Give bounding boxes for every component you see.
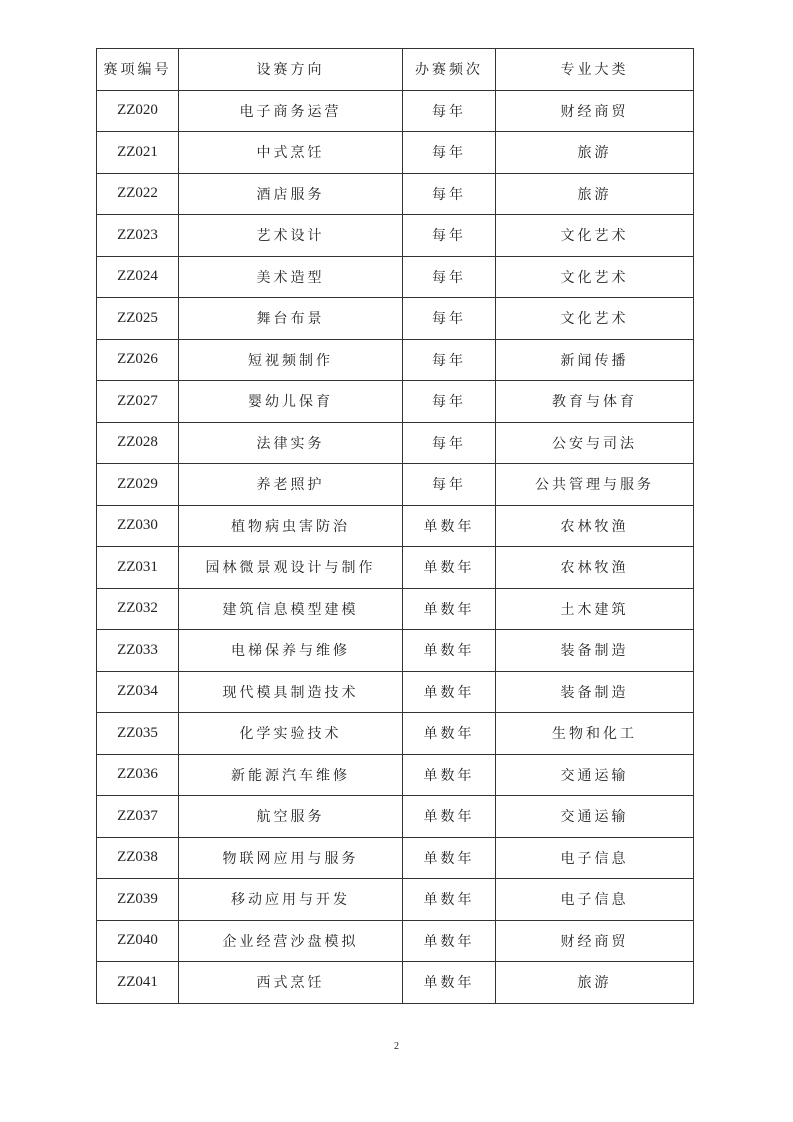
cell-direction: 物联网应用与服务 bbox=[179, 837, 403, 879]
cell-frequency: 单数年 bbox=[403, 879, 496, 921]
cell-category: 旅游 bbox=[496, 132, 694, 174]
cell-code: ZZ038 bbox=[97, 837, 179, 879]
cell-direction: 新能源汽车维修 bbox=[179, 754, 403, 796]
cell-direction: 短视频制作 bbox=[179, 339, 403, 381]
cell-code: ZZ031 bbox=[97, 547, 179, 589]
table-row bbox=[97, 298, 694, 340]
cell-frequency: 单数年 bbox=[403, 920, 496, 962]
cell-frequency: 每年 bbox=[403, 173, 496, 215]
cell-category: 生物和化工 bbox=[496, 713, 694, 755]
cell-frequency: 每年 bbox=[403, 256, 496, 298]
cell-code: ZZ034 bbox=[97, 671, 179, 713]
table-row bbox=[97, 754, 694, 796]
cell-category: 农林牧渔 bbox=[496, 505, 694, 547]
table-row bbox=[97, 547, 694, 589]
table-row bbox=[97, 339, 694, 381]
cell-direction: 艺术设计 bbox=[179, 215, 403, 257]
cell-direction: 婴幼儿保育 bbox=[179, 381, 403, 423]
cell-direction: 法律实务 bbox=[179, 422, 403, 464]
cell-direction: 移动应用与开发 bbox=[179, 879, 403, 921]
cell-code: ZZ023 bbox=[97, 215, 179, 257]
cell-code: ZZ036 bbox=[97, 754, 179, 796]
cell-direction: 西式烹饪 bbox=[179, 962, 403, 1004]
cell-category: 电子信息 bbox=[496, 879, 694, 921]
cell-category: 公共管理与服务 bbox=[496, 464, 694, 506]
cell-direction: 航空服务 bbox=[179, 796, 403, 838]
cell-frequency: 每年 bbox=[403, 381, 496, 423]
cell-category: 旅游 bbox=[496, 173, 694, 215]
cell-category: 文化艺术 bbox=[496, 298, 694, 340]
cell-frequency: 单数年 bbox=[403, 588, 496, 630]
cell-category: 农林牧渔 bbox=[496, 547, 694, 589]
cell-frequency: 每年 bbox=[403, 298, 496, 340]
table-row bbox=[97, 173, 694, 215]
cell-code: ZZ020 bbox=[97, 90, 179, 132]
table-row bbox=[97, 630, 694, 672]
cell-code: ZZ022 bbox=[97, 173, 179, 215]
cell-code: ZZ037 bbox=[97, 796, 179, 838]
cell-code: ZZ027 bbox=[97, 381, 179, 423]
cell-direction: 企业经营沙盘模拟 bbox=[179, 920, 403, 962]
table-body bbox=[97, 90, 694, 1003]
cell-frequency: 每年 bbox=[403, 422, 496, 464]
table-row bbox=[97, 879, 694, 921]
cell-category: 装备制造 bbox=[496, 671, 694, 713]
cell-code: ZZ025 bbox=[97, 298, 179, 340]
cell-direction: 植物病虫害防治 bbox=[179, 505, 403, 547]
cell-frequency: 单数年 bbox=[403, 630, 496, 672]
cell-category: 公安与司法 bbox=[496, 422, 694, 464]
cell-code: ZZ028 bbox=[97, 422, 179, 464]
cell-category: 文化艺术 bbox=[496, 215, 694, 257]
table-row bbox=[97, 588, 694, 630]
table-row bbox=[97, 671, 694, 713]
table-row bbox=[97, 713, 694, 755]
cell-frequency: 单数年 bbox=[403, 505, 496, 547]
cell-code: ZZ033 bbox=[97, 630, 179, 672]
table-row bbox=[97, 837, 694, 879]
cell-code: ZZ026 bbox=[97, 339, 179, 381]
cell-category: 土木建筑 bbox=[496, 588, 694, 630]
cell-direction: 园林微景观设计与制作 bbox=[179, 547, 403, 589]
cell-frequency: 每年 bbox=[403, 90, 496, 132]
cell-code: ZZ040 bbox=[97, 920, 179, 962]
page-number: 2 bbox=[394, 1041, 399, 1052]
cell-direction: 现代模具制造技术 bbox=[179, 671, 403, 713]
cell-code: ZZ032 bbox=[97, 588, 179, 630]
cell-direction: 美术造型 bbox=[179, 256, 403, 298]
cell-category: 装备制造 bbox=[496, 630, 694, 672]
cell-code: ZZ041 bbox=[97, 962, 179, 1004]
cell-code: ZZ039 bbox=[97, 879, 179, 921]
cell-direction: 舞台布景 bbox=[179, 298, 403, 340]
cell-code: ZZ029 bbox=[97, 464, 179, 506]
cell-direction: 酒店服务 bbox=[179, 173, 403, 215]
table-row bbox=[97, 215, 694, 257]
cell-code: ZZ035 bbox=[97, 713, 179, 755]
cell-frequency: 每年 bbox=[403, 464, 496, 506]
table-row bbox=[97, 381, 694, 423]
cell-category: 交通运输 bbox=[496, 754, 694, 796]
cell-category: 交通运输 bbox=[496, 796, 694, 838]
cell-frequency: 单数年 bbox=[403, 962, 496, 1004]
cell-direction: 养老照护 bbox=[179, 464, 403, 506]
cell-code: ZZ030 bbox=[97, 505, 179, 547]
cell-frequency: 单数年 bbox=[403, 754, 496, 796]
cell-code: ZZ024 bbox=[97, 256, 179, 298]
competition-table bbox=[96, 48, 694, 1004]
cell-direction: 电子商务运营 bbox=[179, 90, 403, 132]
table-row bbox=[97, 422, 694, 464]
cell-category: 财经商贸 bbox=[496, 90, 694, 132]
cell-frequency: 每年 bbox=[403, 215, 496, 257]
cell-frequency: 单数年 bbox=[403, 547, 496, 589]
cell-code: ZZ021 bbox=[97, 132, 179, 174]
cell-frequency: 单数年 bbox=[403, 837, 496, 879]
cell-category: 新闻传播 bbox=[496, 339, 694, 381]
cell-category: 文化艺术 bbox=[496, 256, 694, 298]
table-row bbox=[97, 90, 694, 132]
cell-category: 教育与体育 bbox=[496, 381, 694, 423]
cell-direction: 化学实验技术 bbox=[179, 713, 403, 755]
header-frequency: 办赛频次 bbox=[403, 49, 496, 91]
header-category: 专业大类 bbox=[496, 49, 694, 91]
cell-frequency: 单数年 bbox=[403, 796, 496, 838]
cell-direction: 电梯保养与维修 bbox=[179, 630, 403, 672]
table-row bbox=[97, 132, 694, 174]
cell-direction: 中式烹饪 bbox=[179, 132, 403, 174]
cell-category: 电子信息 bbox=[496, 837, 694, 879]
table-row bbox=[97, 962, 694, 1004]
table-row bbox=[97, 256, 694, 298]
table-header-row bbox=[97, 49, 694, 91]
cell-direction: 建筑信息模型建模 bbox=[179, 588, 403, 630]
cell-frequency: 每年 bbox=[403, 132, 496, 174]
cell-category: 财经商贸 bbox=[496, 920, 694, 962]
cell-category: 旅游 bbox=[496, 962, 694, 1004]
table-row bbox=[97, 464, 694, 506]
cell-frequency: 单数年 bbox=[403, 713, 496, 755]
table-row bbox=[97, 796, 694, 838]
table-row bbox=[97, 505, 694, 547]
cell-frequency: 每年 bbox=[403, 339, 496, 381]
cell-frequency: 单数年 bbox=[403, 671, 496, 713]
header-code: 赛项编号 bbox=[97, 49, 179, 91]
table-row bbox=[97, 920, 694, 962]
header-direction: 设赛方向 bbox=[179, 49, 403, 91]
